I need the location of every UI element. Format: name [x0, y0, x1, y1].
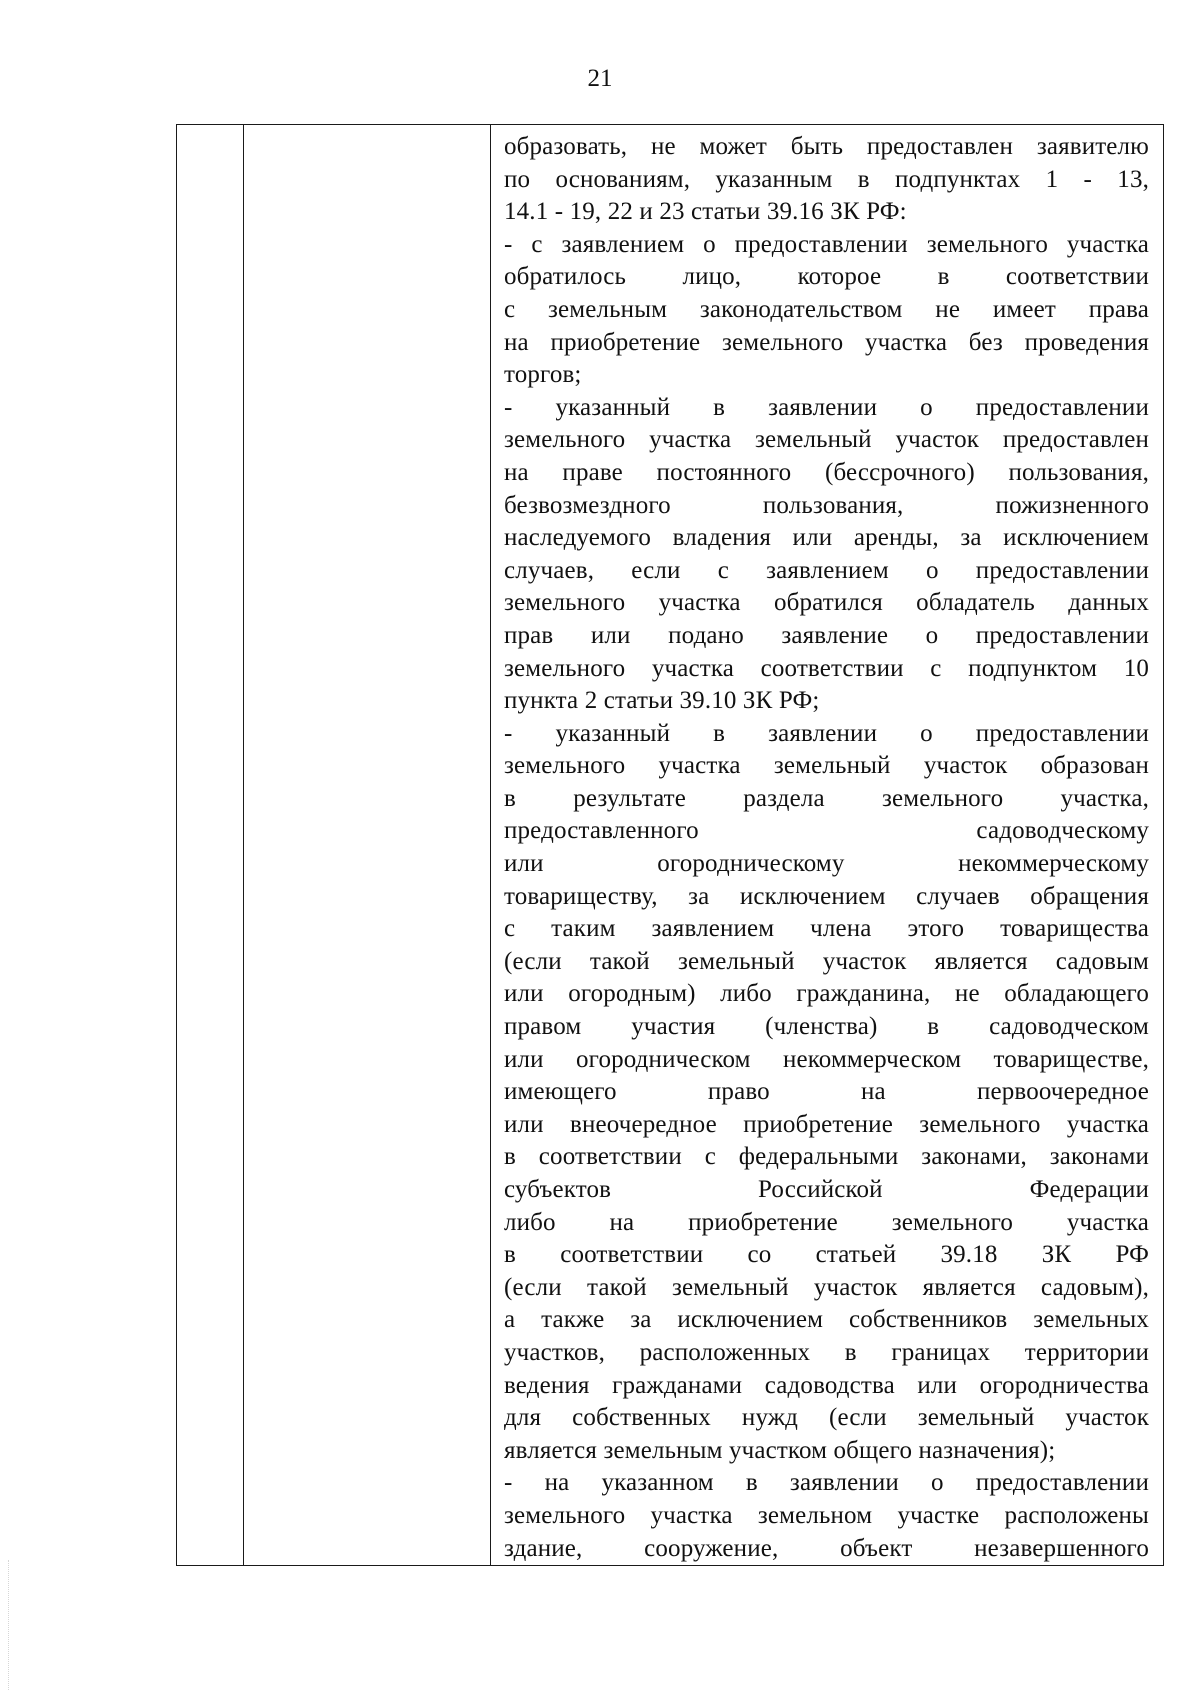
text-line: с земельным законодательством не имеет права	[504, 295, 1149, 323]
text-line: - на указанном в заявлении о предоставлении	[504, 1469, 1149, 1497]
text-line: земельного участка земельном участке расположены	[504, 1501, 1149, 1529]
text-line: здание, сооружение, объект незавершенного	[504, 1534, 1149, 1562]
document-table	[176, 124, 1164, 1566]
text-line: а также за исключением собственников земельных	[504, 1306, 1149, 1334]
text-line: или огородническом некоммерческом товариществе,	[504, 1045, 1149, 1073]
text-line: в соответствии со статьей 39.18 ЗК РФ	[504, 1241, 1149, 1269]
text-line: обратилось лицо, которое в соответствии	[504, 263, 1149, 291]
text-line: торгов;	[504, 361, 582, 389]
text-line: в соответствии с федеральными законами, законами	[504, 1143, 1149, 1171]
text-line: земельного участка земельный участок образован	[504, 752, 1149, 780]
text-line: участков, расположенных в границах территории	[504, 1338, 1149, 1366]
scan-edge-marks	[8, 1560, 11, 1690]
text-line: или огородным) либо гражданина, не обладающего	[504, 980, 1149, 1008]
cell-text-block	[491, 125, 1163, 1565]
text-line: правом участия (членства) в садоводческом	[504, 1013, 1149, 1041]
text-line: случаев, если с заявлением о предоставлении	[504, 556, 1149, 584]
text-line: имеющего право на первоочередное	[504, 1078, 1149, 1106]
text-line: для собственных нужд (если земельный участок	[504, 1404, 1149, 1432]
text-line: - с заявлением о предоставлении земельного участка	[504, 230, 1149, 258]
page-number: 21	[587, 65, 613, 92]
text-line: предоставленного садоводческому	[504, 817, 1149, 845]
text-line: субъектов Российской Федерации	[504, 1176, 1149, 1203]
table-row	[177, 125, 1164, 1566]
text-line: ведения гражданами садоводства или огородничества	[504, 1371, 1149, 1399]
text-line: (если такой земельный участок является садовым	[504, 947, 1149, 975]
text-line: земельного участка земельный участок предоставлен	[504, 426, 1149, 454]
text-line: 14.1 - 19, 22 и 23 статьи 39.16 ЗК РФ:	[504, 198, 907, 226]
text-line: товариществу, за исключением случаев обращения	[504, 882, 1149, 910]
text-line: или внеочередное приобретение земельного участка	[504, 1110, 1149, 1138]
text-line: или огородническому некоммерческому	[504, 850, 1149, 878]
text-line: образовать, не может быть предоставлен заявителю	[504, 133, 1149, 160]
text-line: прав или подано заявление о предоставлении	[504, 621, 1149, 649]
text-line: с таким заявлением члена этого товарищества	[504, 915, 1149, 943]
text-line: земельного участка обратился обладатель данных	[504, 589, 1149, 617]
text-line: либо на приобретение земельного участка	[504, 1208, 1149, 1236]
text-line: на праве постоянного (бессрочного) пользования,	[504, 458, 1149, 486]
text-line: безвозмездного пользования, пожизненного	[504, 491, 1149, 519]
table-cell-name	[244, 125, 491, 1566]
text-line: по основаниям, указанным в подпунктах 1 - 13,	[504, 165, 1149, 193]
table-cell-number	[177, 125, 244, 1566]
text-line: на приобретение земельного участка без проведения	[504, 328, 1149, 356]
text-line: пункта 2 статьи 39.10 ЗК РФ;	[504, 687, 820, 715]
text-line: (если такой земельный участок является садовым),	[504, 1273, 1149, 1301]
text-line: земельного участка соответствии с подпунктом 10	[504, 654, 1149, 682]
text-line: в результате раздела земельного участка,	[504, 784, 1149, 812]
table-cell-content	[491, 125, 1164, 1566]
text-line: наследуемого владения или аренды, за исключением	[504, 524, 1149, 552]
text-line: - указанный в заявлении о предоставлении	[504, 393, 1149, 421]
text-line: является земельным участком общего назначения);	[504, 1436, 1056, 1464]
text-line: - указанный в заявлении о предоставлении	[504, 719, 1149, 747]
